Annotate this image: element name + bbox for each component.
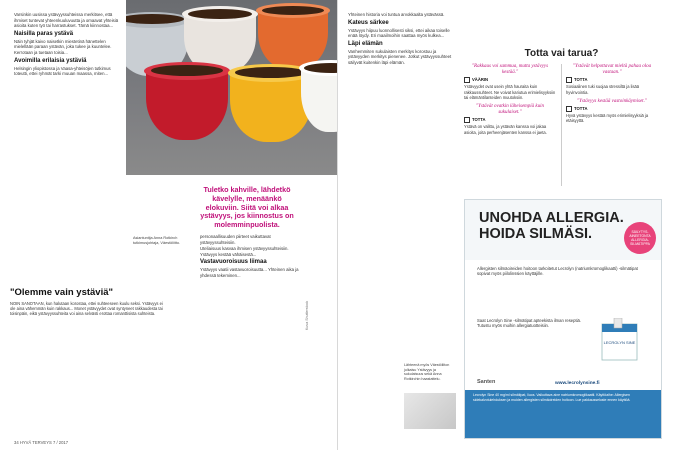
ad-fineprint: Lecrolyn Sine 40 mg/ml silmätipat, liuos. Vaikuttava aine natriumkromoglikaatti. Käyttöaihe: Allergisen sidekalvotulehduksen ja muiden allergisten silmäoireiden hoitoon. Lue pakkausseloste ennen käyttöä.: [465, 390, 661, 438]
quiz-left: [464, 64, 556, 135]
rcol1-para-1: Ystävyys hiipuu luonnollisesti siksi, ettei aikaa toiselle enää löydy. Eri maailmoihin saattaa myös kulkea...: [348, 27, 450, 39]
box-title: "Olemme vain ystäviä": [10, 287, 114, 298]
quiz-a3: TOTTA: [566, 77, 658, 83]
checkbox-icon: [464, 117, 470, 123]
quiz-t3: Sosiaalinen tuki suojaa stressiltä ja lisää hyvinvointia.: [566, 84, 640, 95]
ad-headline-1: UNOHDA ALLERGIA.: [479, 210, 624, 226]
checkbox-icon: [566, 106, 572, 112]
rcol1-para-2: Vanhemmiten sukulaisten merkitys korostuu ja ystävyyden merkitys pienenee. Jotkut ystävyyssuhteet säilyvät kuitenkin läpi elämän.: [348, 48, 452, 65]
quiz-a4: TOTTA: [566, 106, 658, 112]
quiz-q4: "Ystävyys kestää vastoinkäymiset.": [577, 98, 647, 104]
quiz-right: [566, 64, 658, 123]
checkbox-icon: [566, 77, 572, 83]
col1-heading-1: Naisilla paras ystävä: [14, 30, 74, 37]
photo-credit: Kuva Shutterstock: [305, 300, 309, 330]
quiz-section: [464, 48, 659, 188]
expert-caption: Asiantuntija Anna Rotkirch tutkimusjohtaja, Väestöliitto.: [133, 236, 181, 245]
coffee-surface: [188, 9, 252, 19]
ad-body-1: Allergisten silmäoireiden hoitoon tarkoitetut Lecrolyn (natriumkromoglikaatti) -silmätipat sopivat myös piilolinssien käyttäjille.: [477, 266, 638, 277]
quiz-a1: VÄÄRIN: [464, 77, 556, 83]
page-footer: 34 HYVÄ TERVEYS 7 / 2017: [14, 440, 69, 445]
col1-para-2: Helsingin yliopistossa ja Vaasa-yhteisöjen tutkimus toteutti, ettei ryhmät tarki muuan maassa, miten...: [14, 65, 111, 77]
quiz-q3: "Ystävät helpottavat mieltä pahaa oloa vastaan.": [572, 64, 652, 76]
quiz-a2: TOTTA: [464, 117, 556, 123]
col2-para-3: Ystävyys vaatii vastavuoroisuutta... Yhteinen aika ja yhdessä tekeminen...: [200, 267, 299, 278]
quiz-t2: Ystävä on valittu, ja ystävän kanssa voi jakaa asioita, joita perheenjäsenten kanssa ei jaeta.: [464, 124, 547, 135]
ad-website: www.lecrolynsine.fi: [555, 381, 600, 386]
quiz-q1: "Rakkaus voi sammua, mutta ystävyys kestää.": [471, 64, 549, 76]
cup-yellow: [230, 72, 312, 142]
quiz-t4: Hyvä ystävyys kestää myös erimielisyyksiä ja etäisyyttä.: [566, 113, 649, 124]
coffee-surface: [151, 65, 223, 76]
rcol1-heading-2: Läpi elämän: [348, 40, 383, 47]
side-caption: Lähteenä myös Väestöliiton julkaisu Ystävyys ja sukulaisuus sekä Anna Rotkirchin haastattelu.: [404, 363, 450, 381]
ad-brand: Santen: [477, 379, 496, 385]
col1-para-1: Näin tyhjät kaivo naisetkin miestetinä hänettelen mielellään paraan ystävän, joka tukee ja kuuntelee. Kerrotaan ja tuetaan toisia...: [14, 38, 112, 55]
coffee-surface: [262, 6, 324, 15]
side-illustration: [404, 393, 456, 429]
product-package: [598, 318, 641, 365]
product-name: LECROLYN SINE: [603, 340, 636, 345]
box-text: NOIN SANOTAAN, kun halutaan korostaa, ettei suhteeseen kuulu seksi. Ystävyys ei ole aina vähemmän kuin rakkaus... Monet ystävyydet ovat syntyneet rakkaudesta tai toisinpäin, eikä ystävyyssuhteita voi aina selvästi erottaa romanttisista suhteista.: [10, 301, 163, 317]
quiz-q2: "Ystävät ovatkin läheisempiä kuin sukulaiset.": [475, 104, 545, 116]
coffee-cups-photo: [126, 0, 337, 175]
col2-para-1: personaallisuuden piirteet vaikuttavat ystävyyssuhteisiin.: [200, 234, 271, 245]
rcol1-heading-1: Kateus särkee: [348, 19, 389, 26]
pull-quote: Tuletko kahville, lähdetkö kävelylle, menäänkö elokuviin. Siitä voi alkaa ystävyys, jos kiinnostus on molemminpuolista.: [200, 185, 294, 230]
ad-headline-2: HOIDA SILMÄSI.: [479, 226, 593, 242]
coffee-surface: [235, 67, 307, 78]
cup-red: [146, 70, 228, 140]
ad-body-2: Saat Lecrolyn Sine -silmätipat apteekista ilman reseptiä. Tutustu myös muihin allergiatuotteisiin.: [477, 318, 582, 329]
ad-badge-text: SÄILYTYS-AINEETONTA ALLERGIA-SILMÄTIPPA: [629, 229, 651, 247]
advertisement: [464, 199, 662, 439]
left-column-1: [14, 12, 119, 280]
col1-heading-2: Avoimilla erilaisia ystäviä: [14, 57, 87, 64]
right-column-1b: [404, 12, 456, 352]
ad-badge: [624, 222, 656, 254]
left-column-2: [200, 234, 300, 434]
quiz-title: Totta vai tarua?: [524, 48, 599, 59]
quiz-t1: Ystävyydet ovat usein yhtä hauraita kuin rakkaussuhteet. Ne voivat kariutua erimielisyyksiin tai elämäntilanteiden muutoksiin.: [464, 84, 556, 100]
checkbox-icon: [464, 77, 470, 83]
rcol1-intro: Yhteinen historia voi tuntua arvokkaalta ystävässä.: [348, 12, 445, 17]
sidebar-box: [10, 287, 167, 435]
quiz-divider: [561, 64, 562, 186]
page-fold: [337, 0, 338, 450]
col2-heading: Vastavuoroisuus liimaa: [200, 259, 267, 266]
col1-intro: Varsinkin uusissa ystävyyssuhteissa merkitsee, että ihmiset tuntevat yhteenkuuluvuutta ja omaavat yhteisiä asioita kuten työ tai harrastukset. Tämä kiinnostaa...: [14, 12, 119, 29]
col2-para-2: Uteliaisuus kasvaa ihmisen ystävyyssuhteisiin. Ystävyys kestää vähäisestä...: [200, 246, 289, 257]
ad-headline: [479, 210, 624, 242]
